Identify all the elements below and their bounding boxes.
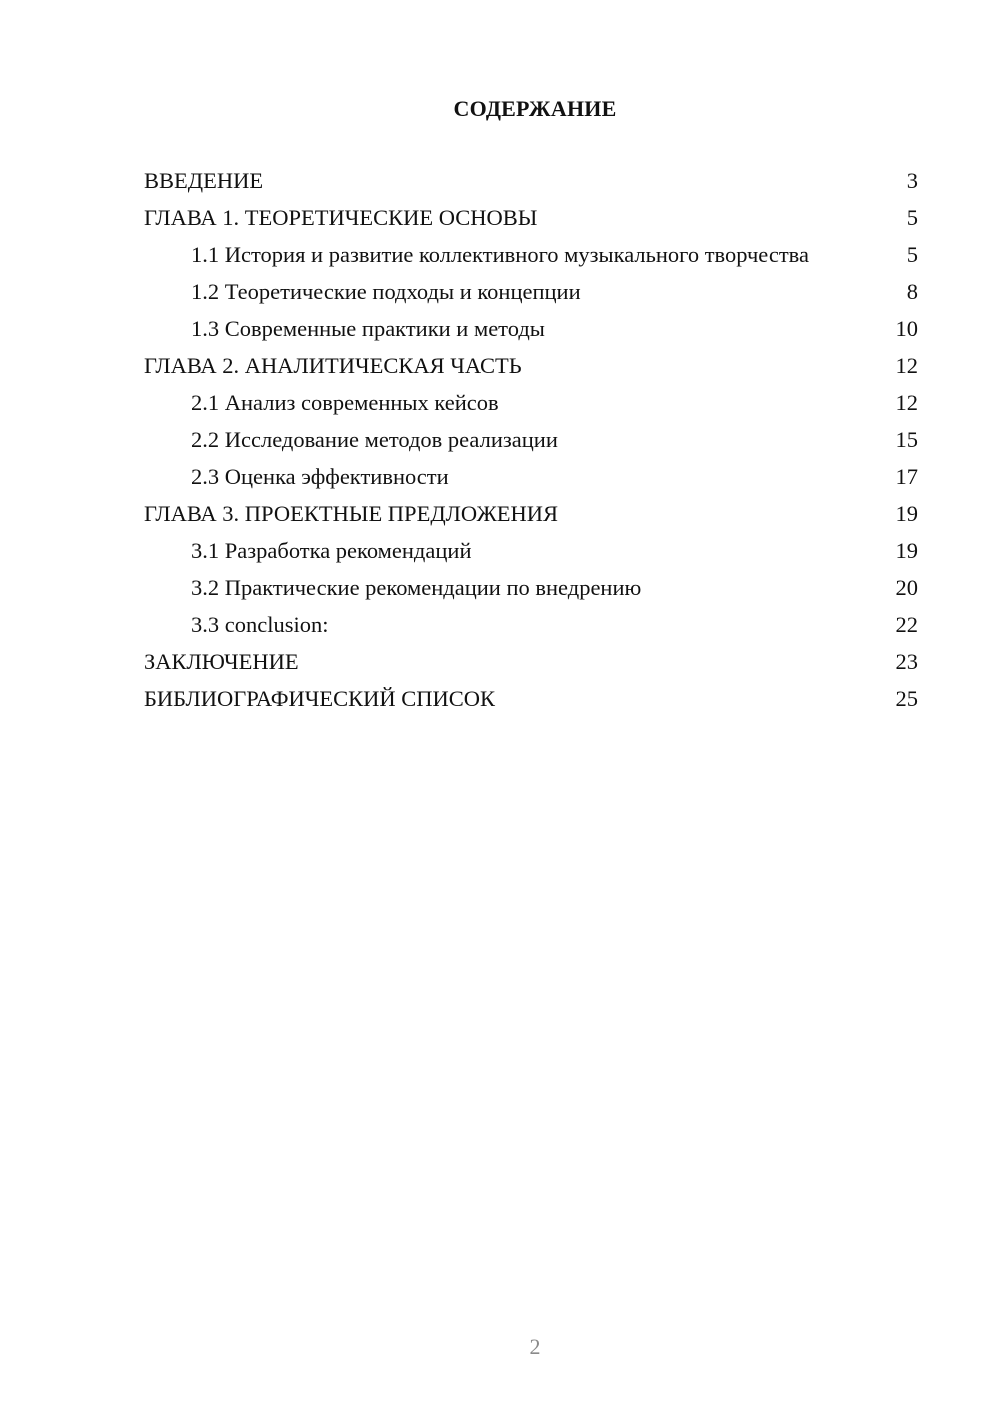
toc-entry-page: 23 — [895, 649, 918, 674]
page-title: СОДЕРЖАНИЕ — [453, 96, 617, 121]
toc-entry-page: 10 — [895, 316, 918, 341]
toc-entry-page: 20 — [895, 575, 918, 600]
toc-entry-page: 5 — [906, 242, 918, 267]
toc-entry-section-3-2[interactable] — [144, 575, 918, 601]
toc-entry-label: 2.1 Анализ современных кейсов — [191, 390, 499, 415]
toc-entry-introduction[interactable] — [144, 168, 918, 194]
table-of-contents — [144, 168, 918, 723]
toc-entry-page: 12 — [895, 390, 918, 415]
toc-entry-section-3-3[interactable] — [144, 612, 918, 638]
toc-entry-page: 17 — [895, 464, 918, 489]
toc-entry-section-2-3[interactable] — [144, 464, 918, 490]
toc-entry-label: 1.1 История и развитие коллективного музыкального творчества — [191, 242, 809, 267]
toc-entry-conclusion[interactable] — [144, 649, 918, 675]
toc-entry-label: ГЛАВА 1. ТЕОРЕТИЧЕСКИЕ ОСНОВЫ — [144, 205, 538, 230]
toc-entry-label: БИБЛИОГРАФИЧЕСКИЙ СПИСОК — [144, 686, 496, 711]
toc-entry-label: 1.2 Теоретические подходы и концепции — [191, 279, 581, 304]
toc-entry-page: 19 — [895, 501, 918, 526]
toc-entry-label: 3.3 conclusion: — [191, 612, 329, 637]
toc-entry-label: ГЛАВА 2. АНАЛИТИЧЕСКАЯ ЧАСТЬ — [144, 353, 522, 378]
toc-entry-section-3-1[interactable] — [144, 538, 918, 564]
toc-entry-label: ГЛАВА 3. ПРОЕКТНЫЕ ПРЕДЛОЖЕНИЯ — [144, 501, 559, 526]
toc-entry-page: 25 — [895, 686, 918, 711]
toc-entry-page: 5 — [906, 205, 918, 230]
toc-entry-section-1-3[interactable] — [144, 316, 918, 342]
toc-entry-section-2-1[interactable] — [144, 390, 918, 416]
toc-entry-section-2-2[interactable] — [144, 427, 918, 453]
toc-entry-page: 15 — [895, 427, 918, 452]
toc-entry-section-1-1[interactable] — [144, 242, 918, 268]
toc-entry-page: 8 — [906, 279, 918, 304]
toc-entry-page: 19 — [895, 538, 918, 563]
toc-entry-label: 3.2 Практические рекомендации по внедрению — [191, 575, 642, 600]
toc-entry-label: ЗАКЛЮЧЕНИЕ — [144, 649, 299, 674]
toc-entry-page: 3 — [906, 168, 918, 193]
toc-entry-chapter-3[interactable] — [144, 501, 918, 527]
toc-entry-label: ВВЕДЕНИЕ — [144, 168, 264, 193]
toc-entry-label: 2.2 Исследование методов реализации — [191, 427, 558, 452]
toc-entry-page: 22 — [895, 612, 918, 637]
toc-entry-chapter-1[interactable] — [144, 205, 918, 231]
toc-entry-bibliography[interactable] — [144, 686, 918, 712]
toc-entry-label: 2.3 Оценка эффективности — [191, 464, 449, 489]
toc-entry-section-1-2[interactable] — [144, 279, 918, 305]
toc-entry-label: 1.3 Современные практики и методы — [191, 316, 545, 341]
toc-entry-page: 12 — [895, 353, 918, 378]
toc-entry-chapter-2[interactable] — [144, 353, 918, 379]
page-number: 2 — [529, 1334, 541, 1359]
toc-entry-label: 3.1 Разработка рекомендаций — [191, 538, 472, 563]
